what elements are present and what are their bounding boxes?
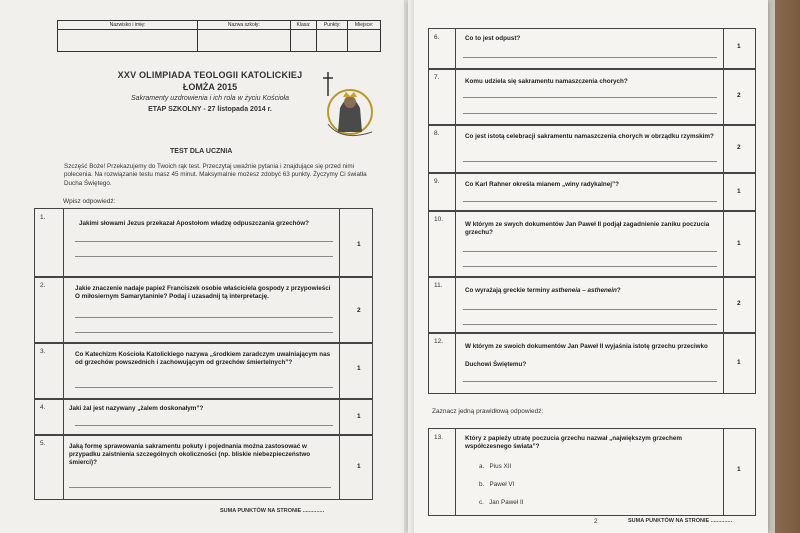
option-a[interactable]: a. Pius XII [479, 463, 512, 470]
question-number: 12. [434, 338, 444, 345]
question-points: 1 [357, 365, 361, 372]
question-number: 4. [40, 404, 46, 411]
question-points: 1 [737, 188, 741, 195]
title-line-1: XXV OLIMPIADA TEOLOGII KATOLICKIEJ [117, 70, 303, 80]
answer-line[interactable] [463, 97, 717, 98]
answer-line[interactable] [463, 113, 717, 114]
question-points: 1 [737, 43, 741, 50]
question-box-10 [428, 210, 756, 278]
question-box-3 [34, 342, 373, 400]
question-box-13 [428, 428, 756, 516]
option-b[interactable]: b. Paweł VI [479, 481, 515, 488]
answer-line[interactable] [463, 161, 717, 162]
answer-line[interactable] [463, 57, 717, 58]
answer-line[interactable] [463, 324, 717, 325]
answer-line[interactable] [69, 487, 331, 488]
intro-paragraph: Szczęść Boże! Przekazujemy do Twoich rąk test. Przeczytaj uważnie pytania i znajdujące się przed nimi polecenia. Na rozwiązanie testu masz 45 minut. Maksymalnie możesz zdobyć 63 punkty. Życzymy Ci światła Ducha Świętego. [64, 163, 367, 187]
question-number: 8. [434, 130, 440, 137]
question-points: 1 [357, 241, 361, 248]
question-text: Jaką formę sprawowania sakramentu pokuty i pojednania można zastosować w przypadku zaistnienia szczególnych okoliczności (np. bliskie niebezpieczeństwo śmierci)? [69, 443, 311, 466]
question-box-7 [428, 68, 756, 126]
question-text: Jakimi słowami Jezus przekazał Apostołom władzę odpuszczania grzechów? [79, 220, 310, 227]
header-cell-place[interactable]: Miejsce: [348, 21, 380, 51]
question-text: W którym ze swych dokumentów Jan Paweł II podjął zagadnienie zaniku poczucia grzechu? [465, 221, 710, 236]
question-number: 10. [434, 216, 444, 223]
question-box-6 [428, 28, 756, 70]
question-number: 6. [434, 34, 440, 41]
title-subtitle: Sakramenty uzdrowienia i ich rola w życiu Kościoła [131, 95, 289, 102]
answer-line[interactable] [75, 241, 333, 242]
book-gutter [404, 0, 414, 533]
page-number: 2 [594, 518, 598, 525]
page-points-sum-left: SUMA PUNKTÓW NA STRONIE .............. [220, 508, 325, 514]
olympiad-logo-icon [318, 70, 380, 144]
question-number: 7. [434, 74, 440, 81]
question-points: 1 [737, 359, 741, 366]
answer-line[interactable] [75, 425, 333, 426]
question-text: Co to jest odpust? [465, 35, 521, 42]
question-text: Jaki żal jest nazywany „żalem doskonałym”? [69, 405, 204, 412]
answer-line[interactable] [463, 251, 717, 252]
answer-line[interactable] [75, 332, 333, 333]
question-box-5 [34, 434, 373, 500]
question-box-4 [34, 398, 373, 436]
question-points: 2 [737, 300, 741, 307]
question-number: 2. [40, 282, 46, 289]
question-number: 3. [40, 348, 46, 355]
answer-line[interactable] [463, 309, 717, 310]
question-number: 9. [434, 178, 440, 185]
question-text: Co wyrażają greckie terminy astheneia – asthenein? [465, 287, 621, 294]
question-number: 11. [434, 282, 443, 289]
question-points: 1 [357, 413, 361, 420]
question-points: 1 [737, 466, 741, 473]
question-text: Co jest istotą celebracji sakramentu namaszczenia chorych w obrządku rzymskim? [465, 133, 714, 140]
answer-line[interactable] [463, 381, 717, 382]
option-c[interactable]: c. Jan Paweł II [479, 499, 524, 506]
title-line-2: ŁOMŻA 2015 [182, 82, 238, 92]
answer-line[interactable] [75, 256, 333, 257]
header-cell-class[interactable]: Klasa: [291, 21, 318, 51]
question-box-9 [428, 172, 756, 212]
header-cell-points[interactable]: Punkty: [317, 21, 348, 51]
question-box-1 [34, 208, 373, 278]
question-number: 13. [434, 434, 444, 441]
question-text: Który z papieży utratę poczucia grzechu nazwał „największym grzechem współczesnego świata”? [465, 435, 682, 450]
title-date: ETAP SZKOLNY - 27 listopada 2014 r. [148, 106, 272, 113]
header-cell-name[interactable]: Nazwisko i imię: [58, 21, 198, 51]
question-text: Co Karl Rahner określa mianem „winy radykalnej”? [465, 181, 619, 188]
question-box-11 [428, 276, 756, 334]
question-text: W którym ze swoich dokumentów Jan Paweł II wyjaśnia istotę grzechu przeciwko [465, 343, 708, 350]
answer-line[interactable] [463, 201, 717, 202]
student-header-table [57, 20, 381, 52]
instruction-choose: Zaznacz jedną prawidłową odpowiedź: [432, 408, 544, 415]
test-title: TEST DLA UCZNIA [170, 148, 233, 155]
answer-line[interactable] [463, 266, 717, 267]
page-right [408, 0, 768, 533]
question-text: Jakie znaczenie nadaje papież Franciszek osobie właściciela gospody z przypowieści O miłosiernym Samarytaninie? Podaj i uzasadnij tą interpretację. [75, 285, 331, 300]
question-points: 2 [357, 307, 361, 314]
question-number: 5. [40, 440, 46, 447]
olympiad-title [105, 70, 315, 113]
question-box-8 [428, 124, 756, 174]
instruction-write: Wpisz odpowiedź: [63, 198, 116, 205]
question-text: Komu udziela się sakramentu namaszczenia chorych? [465, 78, 628, 85]
question-text: Co Katechizm Kościoła Katolickiego nazywa „środkiem zaradczym uwalniającym nas od grzechów powszednich i zachowującym od grzechów śmiertelnych”? [75, 351, 331, 366]
answer-line[interactable] [75, 387, 333, 388]
question-text-continued: Duchowi Świętemu? [465, 361, 527, 368]
question-number: 1. [40, 214, 46, 221]
question-points: 2 [737, 92, 741, 99]
question-points: 2 [737, 144, 741, 151]
question-box-12 [428, 332, 756, 394]
question-points: 1 [357, 463, 361, 470]
page-points-sum-right: SUMA PUNKTÓW NA STRONIE .............. [628, 518, 733, 524]
question-box-2 [34, 276, 373, 344]
answer-line[interactable] [75, 317, 333, 318]
header-cell-school[interactable]: Nazwa szkoły: [198, 21, 290, 51]
question-points: 1 [737, 240, 741, 247]
